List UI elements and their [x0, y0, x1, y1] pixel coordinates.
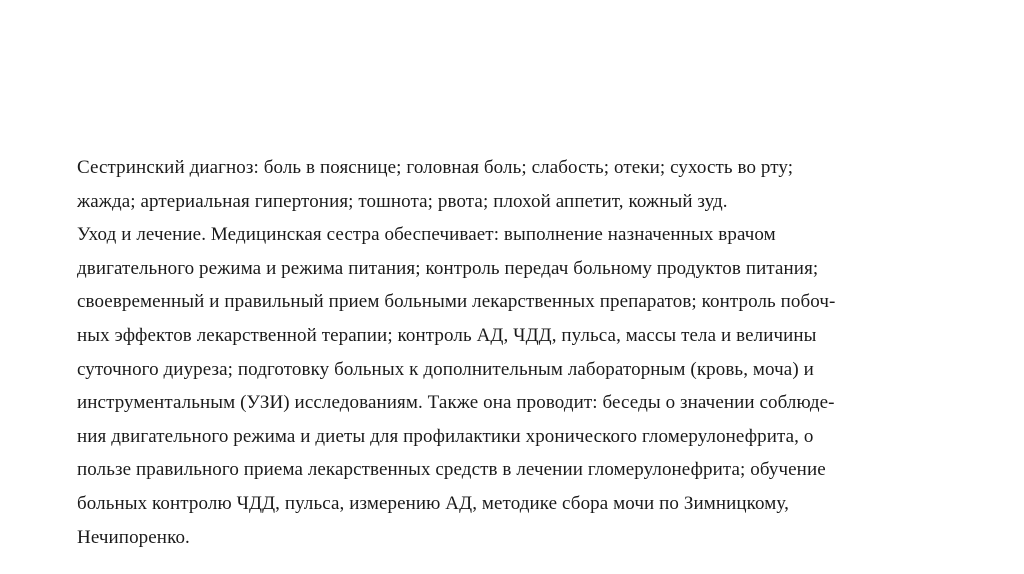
text-line: пользе правильного приема лекарственных средств в лечении гломерулонефрита; обучение	[77, 459, 826, 481]
text-line: жажда; артериальная гипертония; тошнота; рвота; плохой аппетит, кожный зуд.	[77, 190, 728, 212]
text-line: своевременный и правильный прием больными лекарственных препаратов; контроль побоч-	[77, 291, 836, 313]
text-line: Нечипоренко.	[77, 526, 190, 548]
text-line: ных эффектов лекарственной терапии; контроль АД, ЧДД, пульса, массы тела и величины	[77, 324, 817, 346]
text-line: больных контролю ЧДД, пульса, измерению АД, методике сбора мочи по Зимницкому,	[77, 492, 789, 514]
text-line: Сестринский диагноз: боль в пояснице; головная боль; слабость; отеки; сухость во рту;	[77, 157, 794, 178]
text-line: инструментальным (УЗИ) исследованиям. Также она проводит: беседы о значении соблюде-	[77, 392, 835, 414]
body-text	[77, 151, 957, 554]
text-line: двигательного режима и режима питания; контроль передач больному продуктов питания;	[77, 257, 819, 279]
text-line: ния двигательного режима и диеты для профилактики хронического гломерулонефрита, о	[77, 425, 814, 447]
text-line: Уход и лечение. Медицинская сестра обеспечивает: выполнение назначенных врачом	[77, 224, 776, 246]
text-line: суточного диуреза; подготовку больных к дополнительным лабораторным (кровь, моча) и	[77, 358, 814, 380]
